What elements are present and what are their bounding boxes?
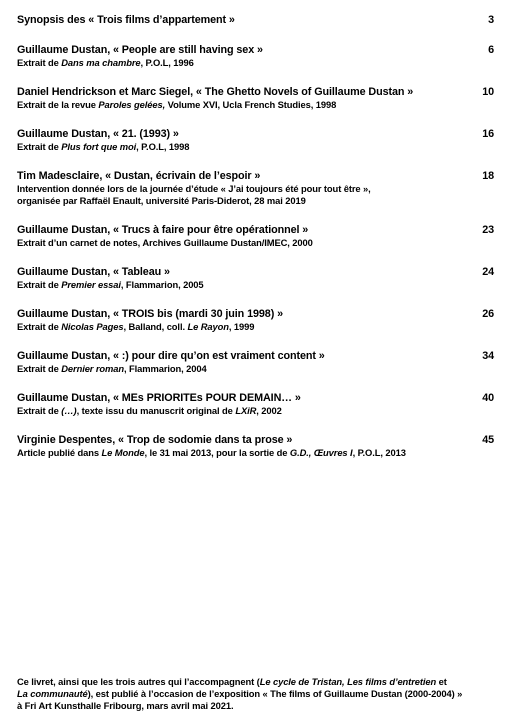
toc-entry [17,350,494,375]
toc-entry-source: Article publié dans Le Monde, le 31 mai 2013, pour la sortie de G.D., Œuvres I, P.O.L, 2013 [17,447,406,458]
toc-entry-page: 10 [482,86,494,98]
toc-entry-heading [17,266,494,279]
toc-entry [17,128,494,153]
toc-entry [17,14,494,27]
toc-entry-source: Extrait de Premier essai, Flammarion, 2005 [17,279,204,290]
toc-entry-title: Synopsis des « Trois films d’appartement » [17,14,235,26]
toc-entry-title: Guillaume Dustan, « People are still having sex » [17,44,263,56]
toc-entry-heading [17,224,494,237]
colophon [17,676,497,712]
toc-entry-title: Daniel Hendrickson et Marc Siegel, « The Ghetto Novels of Guillaume Dustan » [17,86,414,98]
toc-entry-heading [17,128,494,141]
toc-entry-heading [17,308,494,321]
toc-entry-heading [17,14,494,27]
toc-entry [17,308,494,333]
toc-entry-source: Extrait d’un carnet de notes, Archives Guillaume Dustan/IMEC, 2000 [17,237,313,248]
toc-entry-title: Guillaume Dustan, « Trucs à faire pour être opérationnel » [17,224,309,236]
toc-entry-title: Guillaume Dustan, « MEs PRIORITEs POUR DEMAIN… » [17,392,301,404]
toc-entry [17,266,494,291]
toc-entry-page: 26 [482,308,494,320]
table-of-contents [17,14,494,476]
toc-entry [17,392,494,417]
toc-entry-source: Extrait de (…), texte issu du manuscrit original de LXiR, 2002 [17,405,282,416]
toc-entry [17,170,494,207]
toc-entry-heading [17,434,494,447]
toc-entry-page: 18 [482,170,494,182]
toc-entry-heading [17,44,494,57]
colophon-line: Ce livret, ainsi que les trois autres qui l’accompagnent (Le cycle de Tristan, Les films d’entretien et [17,676,447,687]
toc-entry-heading [17,350,494,363]
toc-entry-page: 6 [488,44,494,56]
toc-entry-page: 24 [482,266,494,278]
toc-entry-source: Extrait de Nicolas Pages, Balland, coll. Le Rayon, 1999 [17,321,255,332]
toc-entry-page: 3 [488,14,494,26]
toc-entry-source: Extrait de Dernier roman, Flammarion, 2004 [17,363,207,374]
toc-entry-page: 40 [482,392,494,404]
toc-entry-heading [17,86,494,99]
toc-entry-title: Virginie Despentes, « Trop de sodomie dans ta prose » [17,434,293,446]
toc-entry-heading [17,392,494,405]
toc-entry [17,86,494,111]
toc-entry-title: Guillaume Dustan, « TROIS bis (mardi 30 juin 1998) » [17,308,283,320]
toc-entry [17,224,494,249]
toc-entry-title: Tim Madesclaire, « Dustan, écrivain de l’espoir » [17,170,261,182]
toc-entry-title: Guillaume Dustan, « Tableau » [17,266,170,278]
toc-entry-source: Extrait de Dans ma chambre, P.O.L, 1996 [17,57,194,68]
toc-entry-source: Extrait de la revue Paroles gelées, Volume XVI, Ucla French Studies, 1998 [17,99,337,110]
toc-entry-source: organisée par Raffaël Enault, université Paris-Diderot, 28 mai 2019 [17,195,306,206]
toc-entry-page: 34 [482,350,494,362]
toc-entry-source: Extrait de Plus fort que moi, P.O.L, 1998 [17,141,190,152]
toc-entry-title: Guillaume Dustan, « 21. (1993) » [17,128,179,140]
toc-entry-page: 16 [482,128,494,140]
colophon-line: à Fri Art Kunsthalle Fribourg, mars avril mai 2021. [17,700,234,711]
toc-entry [17,434,494,459]
toc-entry-heading [17,170,494,183]
toc-entry-title: Guillaume Dustan, « :) pour dire qu’on est vraiment content » [17,350,325,362]
toc-entry-source: Intervention donnée lors de la journée d’étude « J’ai toujours été pour tout être », [17,183,371,194]
toc-entry [17,44,494,69]
toc-entry-page: 45 [482,434,494,446]
colophon-line: La communauté), est publié à l’occasion de l’exposition « The films of Guillaume Dustan (2000-2004) » [17,688,463,699]
toc-entry-page: 23 [482,224,494,236]
